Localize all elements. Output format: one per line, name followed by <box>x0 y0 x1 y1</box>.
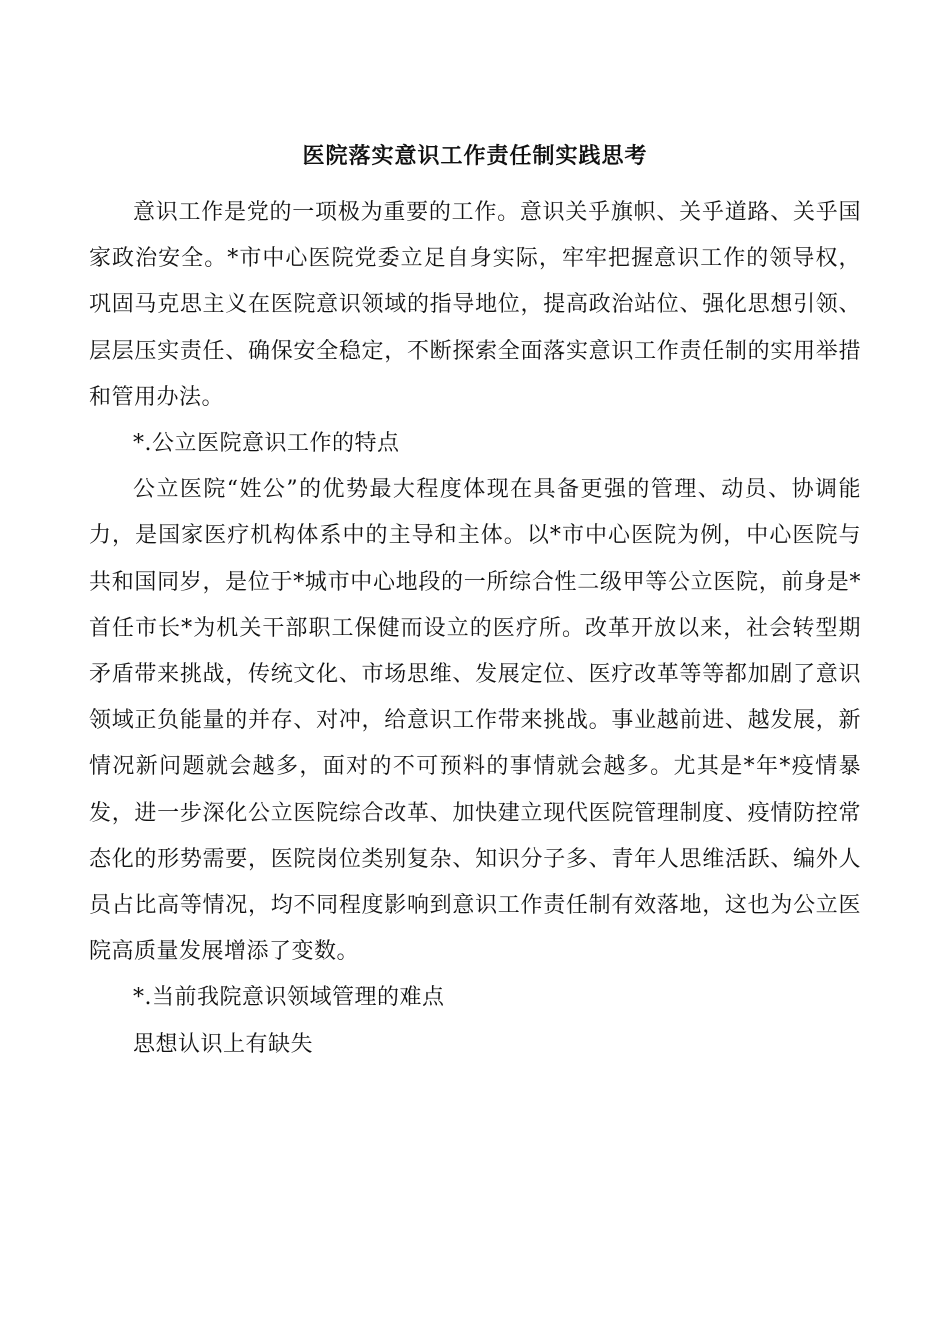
intro-paragraph: 意识工作是党的一项极为重要的工作。意识关乎旗帜、关乎道路、关乎国家政治安全。*市中心医院党委立足自身实际，牢牢把握意识工作的领导权，巩固马克思主义在医院意识领域的指导地位，提高政治站位、强化思想引领、层层压实责任、确保安全稳定，不断探索全面落实意识工作责任制的实用举措和管用办法。 <box>89 200 861 410</box>
features-paragraph: 公立医院“姓公”的优势最大程度体现在具备更强的管理、动员、协调能力，是国家医疗机构体系中的主导和主体。以*市中心医院为例，中心医院与共和国同岁，是位于*城市中心地段的一所综合性二级甲等公立医院，前身是*首任市长*为机关干部职工保健而设立的医疗所。改革开放以来，社会转型期矛盾带来挑战，传统文化、市场思维、发展定位、医疗改革等等都加剧了意识领域正负能量的并存、对冲，给意识工作带来挑战。事业越前进、越发展，新情况新问题就会越多，面对的不可预料的事情就会越多。尤其是*年*疫情暴发，进一步深化公立医院综合改革、加快建立现代医院管理制度、疫情防控常态化的形势需要，医院岗位类别复杂、知识分子多、青年人思维活跃、编外人员占比高等情况，均不同程度影响到意识工作责任制有效落地，这也为公立医院高质量发展增添了变数。 <box>89 477 861 965</box>
document-body <box>89 190 861 1068</box>
document-title: 医院落实意识工作责任制实践思考 <box>302 143 648 169</box>
section-heading-difficulties: *.当前我院意识领域管理的难点 <box>133 985 445 1011</box>
section-heading-features: *.公立医院意识工作的特点 <box>133 431 400 457</box>
subheading-ideological-awareness: 思想认识上有缺失 <box>133 1031 314 1057</box>
